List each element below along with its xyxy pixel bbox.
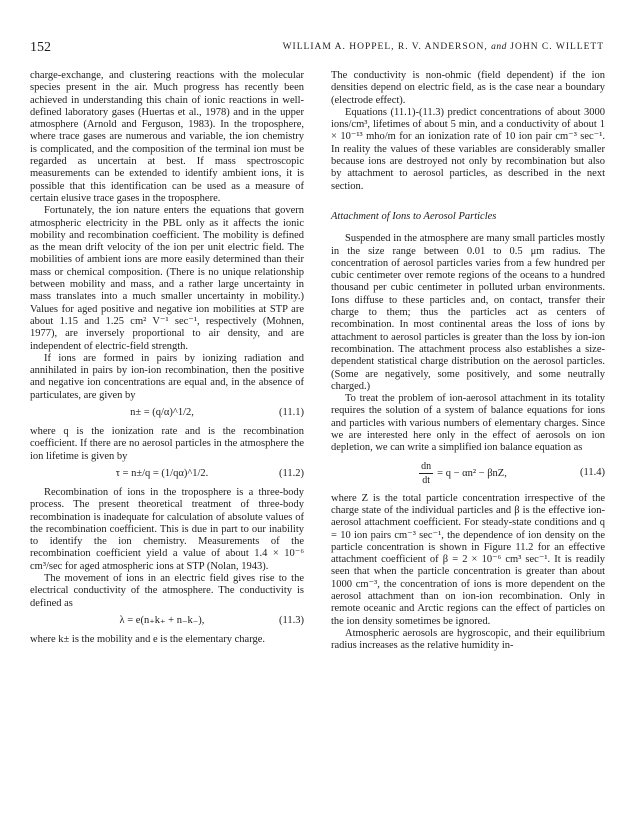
paragraph: where q is the ionization rate and is the recombination coefficient. If there are no aerosol particles in the atmosphere the ion lifetime is given by <box>30 426 304 462</box>
paragraph: To treat the problem of ion-aerosol attachment in its totality requires the solution of a system of balance equations for ions and particles with various numbers of elementary charges. Since we are interested here only in the effect of aerosols on ion depletion, we can write a simplified ion balance equation as <box>331 393 605 454</box>
paragraph: Fortunately, the ion nature enters the equations that govern atmospheric electricity in the PBL only as it affects the ionic mobility and recombination coefficient. The mobility is defined as the mean drift velocity of the ion per unit electric field. The mobilities of ambient ions are more easily determined than their mass or chemical composition. (There is no unique relationship between mobility and mass, and a rather large uncertainty in mass translates into a much smaller uncertainty in mobility.) Values for aged positive and negative ion mobilities at STP are about 1.15 and 1.25 cm² V⁻¹ sec⁻¹, respectively (Mohnen, 1977), are inversely proportional to air density, and are independent of electric-field strength. <box>30 205 304 352</box>
equation-11-1 <box>30 404 304 423</box>
equation-number: (11.2) <box>279 468 304 480</box>
page-number: 152 <box>30 40 51 55</box>
paragraph: The conductivity is non-ohmic (field dependent) if the ion densities depend on electric field, as is the case near a boundary (electrode effect). <box>331 70 605 106</box>
paragraph: Suspended in the atmosphere are many small particles mostly in the size range between 0.01 to 0.5 μm radius. The concentration of aerosol particles varies from a few hundred per cubic centimeter over remote regions of the oceans to a hundred thousand per cubic centimeter in polluted urban environments. Ions diffuse to these particles and, on contact, transfer their charge to them; thus the particles act as centers of recombination. In most continental areas the loss of ions by attachment to aerosol particles is greater than the loss by ion-ion recombination. The attachment process also establishes a size-dependent statistical charge distribution on the aerosol particles. (Some are negatively, some positively, and some neutrally charged.) <box>331 233 605 392</box>
equation-expression: λ = e(n₊k₊ + n₋k₋), <box>119 615 205 627</box>
paragraph: Recombination of ions in the troposphere is a three-body process. The present theoretical treatment of three-body recombination is inadequate for calculation of absolute values of the recombination coefficient. This is due in part to our inability to identify the ion chemistry. Measurements of the recombination coefficient yield a value of about 1.4 × 10⁻⁶ cm³/sec for aged atmospheric ions at STP (Nolan, 1943). <box>30 486 304 572</box>
equation-number: (11.4) <box>580 467 605 479</box>
running-head-and: and <box>491 42 507 52</box>
fraction-numerator: dn <box>421 461 432 473</box>
paragraph: where k± is the mobility and e is the elementary charge. <box>30 633 266 645</box>
equation-11-4 <box>331 459 605 489</box>
equation-expression <box>331 461 565 486</box>
equation-number: (11.1) <box>279 407 304 419</box>
paragraph: Equations (11.1)-(11.3) predict concentrations of about 3000 ions/cm³, lifetimes of about 5 min, and a conductivity of about 1 × 10⁻¹³ mho/m for an ionization rate of 10 ion pair cm⁻³ sec⁻¹. In reality the values of these variables are considerably smaller because ions are destroyed not only by recombination but also by attachment to aerosol particles, as described in the next section. <box>331 106 605 192</box>
equation-rhs: = q − αn² − βnZ, <box>437 468 507 480</box>
running-head-authors: WILLIAM A. HOPPEL, R. V. ANDERSON, <box>282 42 488 52</box>
equation-11-2 <box>30 465 304 484</box>
page-header <box>30 40 604 56</box>
running-head-last-author: JOHN C. WILLETT <box>510 42 604 52</box>
paragraph: The movement of ions in an electric field gives rise to the electrical conductivity of the atmosphere. The conductivity is defined as <box>30 572 304 609</box>
paragraph: charge-exchange, and clustering reactions with the molecular species present in the air. Much progress has recently been achieved in understanding this chain of ionic reactions in well-defined laboratory gases (Huertas et al., 1978) and in the upper atmosphere (Arnold and Ferguson, 1983). In the troposphere, where trace gases are numerous and variable, the ion chemistry is complicated, and the composition of the terminal ion must be regarded as uncertain at best. If mass spectroscopic measurements can be extended to identify ambient ions, it is possible that this identification can be used as a measure of certain elusive trace gases in the troposphere. <box>30 70 304 204</box>
running-head <box>283 42 604 52</box>
section-title: Attachment of Ions to Aerosol Particles <box>331 210 497 222</box>
left-column <box>30 70 304 646</box>
equation-expression: τ = n±/q = (1/qα)^1/2. <box>115 468 209 480</box>
paragraph: Atmospheric aerosols are hygroscopic, and their equilibrium radius increases as the relative humidity in- <box>331 627 605 652</box>
derivative-fraction <box>419 461 433 486</box>
equation-expression: n± = (q/α)^1/2, <box>130 407 194 419</box>
fraction-denominator: dt <box>422 475 431 487</box>
fraction-bar <box>419 473 433 474</box>
paragraph: where Z is the total particle concentration irrespective of the charge state of the individual particles and β is the effective ion-aerosol attachment coefficient. For steady-state conditions and q = 10 ion pairs cm⁻³ sec⁻¹, the dependence of ion density on the particle concentration is shown in Figure 11.2 for an effective attachment coefficient of β = 2 × 10⁻⁶ cm³ sec⁻¹. It is readily seen that when the particle concentration is greater than about 1000 cm⁻³, the concentration of ions is more dependent on the aerosol attachment than on ion-ion recombination. Only in remote oceanic and Arctic regions can the effect of particles on the ion density sometimes be ignored. <box>331 492 605 627</box>
equation-number: (11.3) <box>279 615 304 627</box>
right-column <box>331 70 605 652</box>
paragraph: If ions are formed in pairs by ionizing radiation and annihilated in pairs by ion-ion recombination, then the positive and negative ion concentrations are equal and, in the absence of particulates, are given by <box>30 352 304 401</box>
equation-11-3 <box>30 612 304 631</box>
